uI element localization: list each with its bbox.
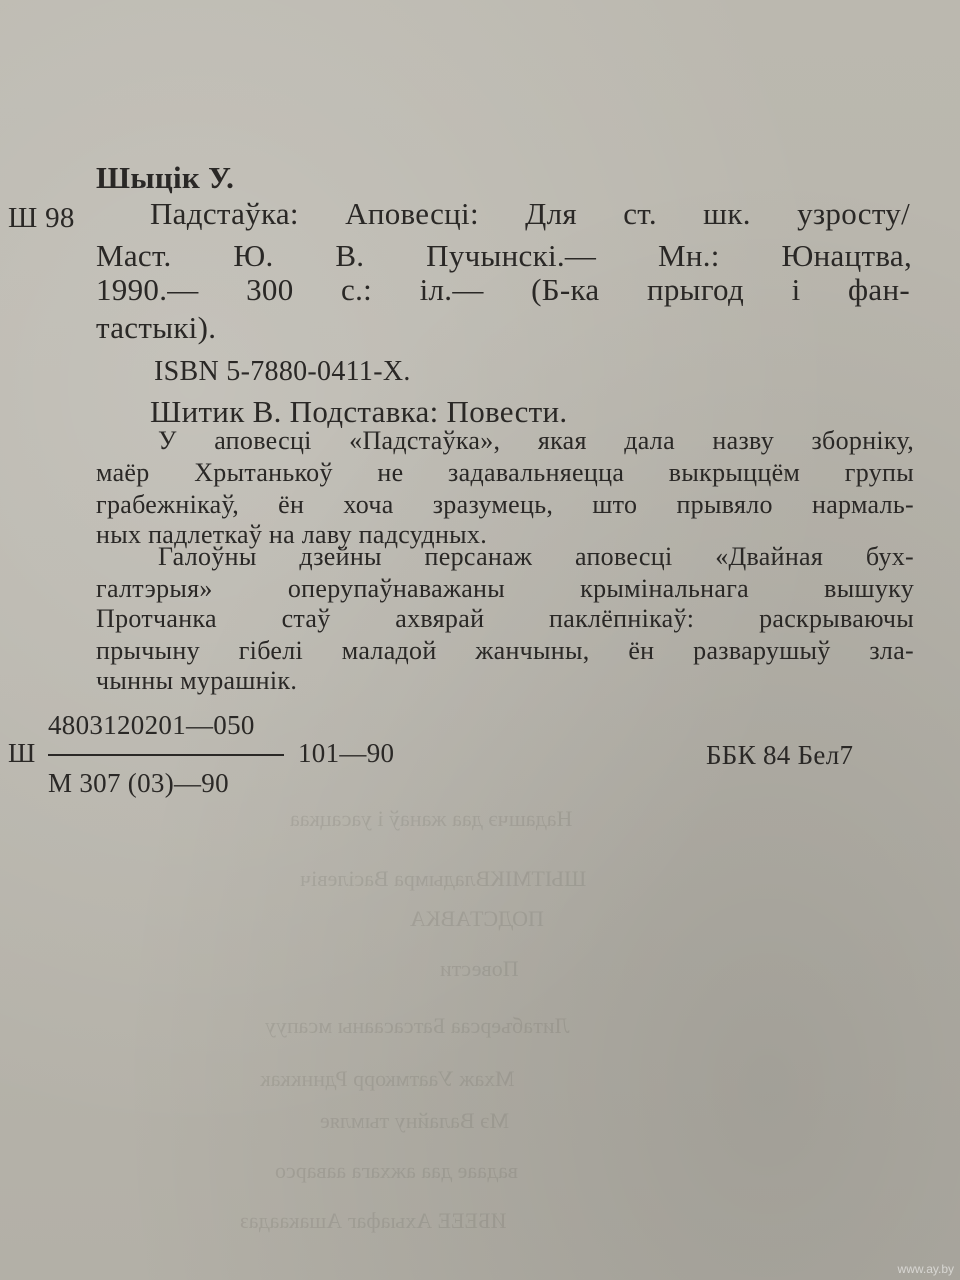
classification-code: Ш 98 (8, 202, 75, 234)
bleed-line: Мхаж Уаатмкорр Рдннккак (260, 1066, 515, 1091)
annotation-line: Галоўны дзейны персанаж аповесці «Двайная бух- (158, 542, 914, 571)
watermark: www.ay.by (897, 1262, 954, 1276)
bleed-line: Мэ Валайну тымляе (320, 1108, 510, 1133)
annotation-line: ных падлеткаў на лаву падсудных. (96, 520, 488, 549)
bleed-line: ИБЕЕЕ Ахыафаг Ашакаадаз (240, 1208, 507, 1233)
annotation-line: маёр Хрытанькоў не задавальняецца выкрыццём групы (96, 458, 914, 487)
description-line-3: 1990.— 300 с.: іл.— (Б-ка прыгод і фан- (96, 272, 910, 307)
annotation-line: чынны мурашнік. (96, 666, 298, 695)
bbk-code: ББК 84 Бел7 (706, 740, 854, 770)
russian-title: Шитик В. Подставка: Повести. (150, 394, 568, 429)
index-denominator: М 307 (03)—90 (48, 768, 229, 798)
annotation-line: У аповесці «Падстаўка», якая дала назву зборніку, (158, 426, 914, 455)
annotation-line: Протчанка стаў ахвярай паклёпнікаў: раскрываючы (96, 604, 914, 633)
isbn: ISBN 5-7880-0411-X. (154, 356, 411, 387)
bleed-line: Литабъерсаа Батсасааны мсапуу (265, 1013, 570, 1038)
index-letter: Ш (8, 738, 36, 768)
index-numerator: 4803120201—050 (48, 710, 255, 740)
index-suffix: 101—90 (298, 738, 395, 768)
description-line-1: Падстаўка: Аповесці: Для ст. шк. узросту/ (150, 196, 910, 231)
description-line-2: Маст. Ю. В. Пучынскі.— Мн.: Юнацтва, (96, 238, 912, 273)
annotation-line: прычыну гібелі маладой жанчыны, ён разварушыў зла- (96, 636, 914, 665)
bleed-line: вадаае даа ажхага ааварсо (275, 1158, 518, 1183)
annotation-line: галтэрыя» оперупаўнаважаны крымінальнага вышуку (96, 574, 914, 603)
fraction-rule (48, 754, 284, 756)
annotation-line: грабежнікаў, ён хоча зразумець, што прывяло нармаль- (96, 490, 914, 519)
bleed-line: ПОДСТАВКА (410, 906, 544, 931)
bleed-line: Надашчэ даа жанаў і уасацкаа (290, 806, 573, 831)
author-heading: Шыцік У. (96, 160, 235, 195)
description-line-4: тастыкі). (96, 310, 217, 345)
bleed-line: Повести (440, 956, 519, 981)
bleed-line: ШЫТМІКВладымра Васілевіч (300, 866, 587, 891)
